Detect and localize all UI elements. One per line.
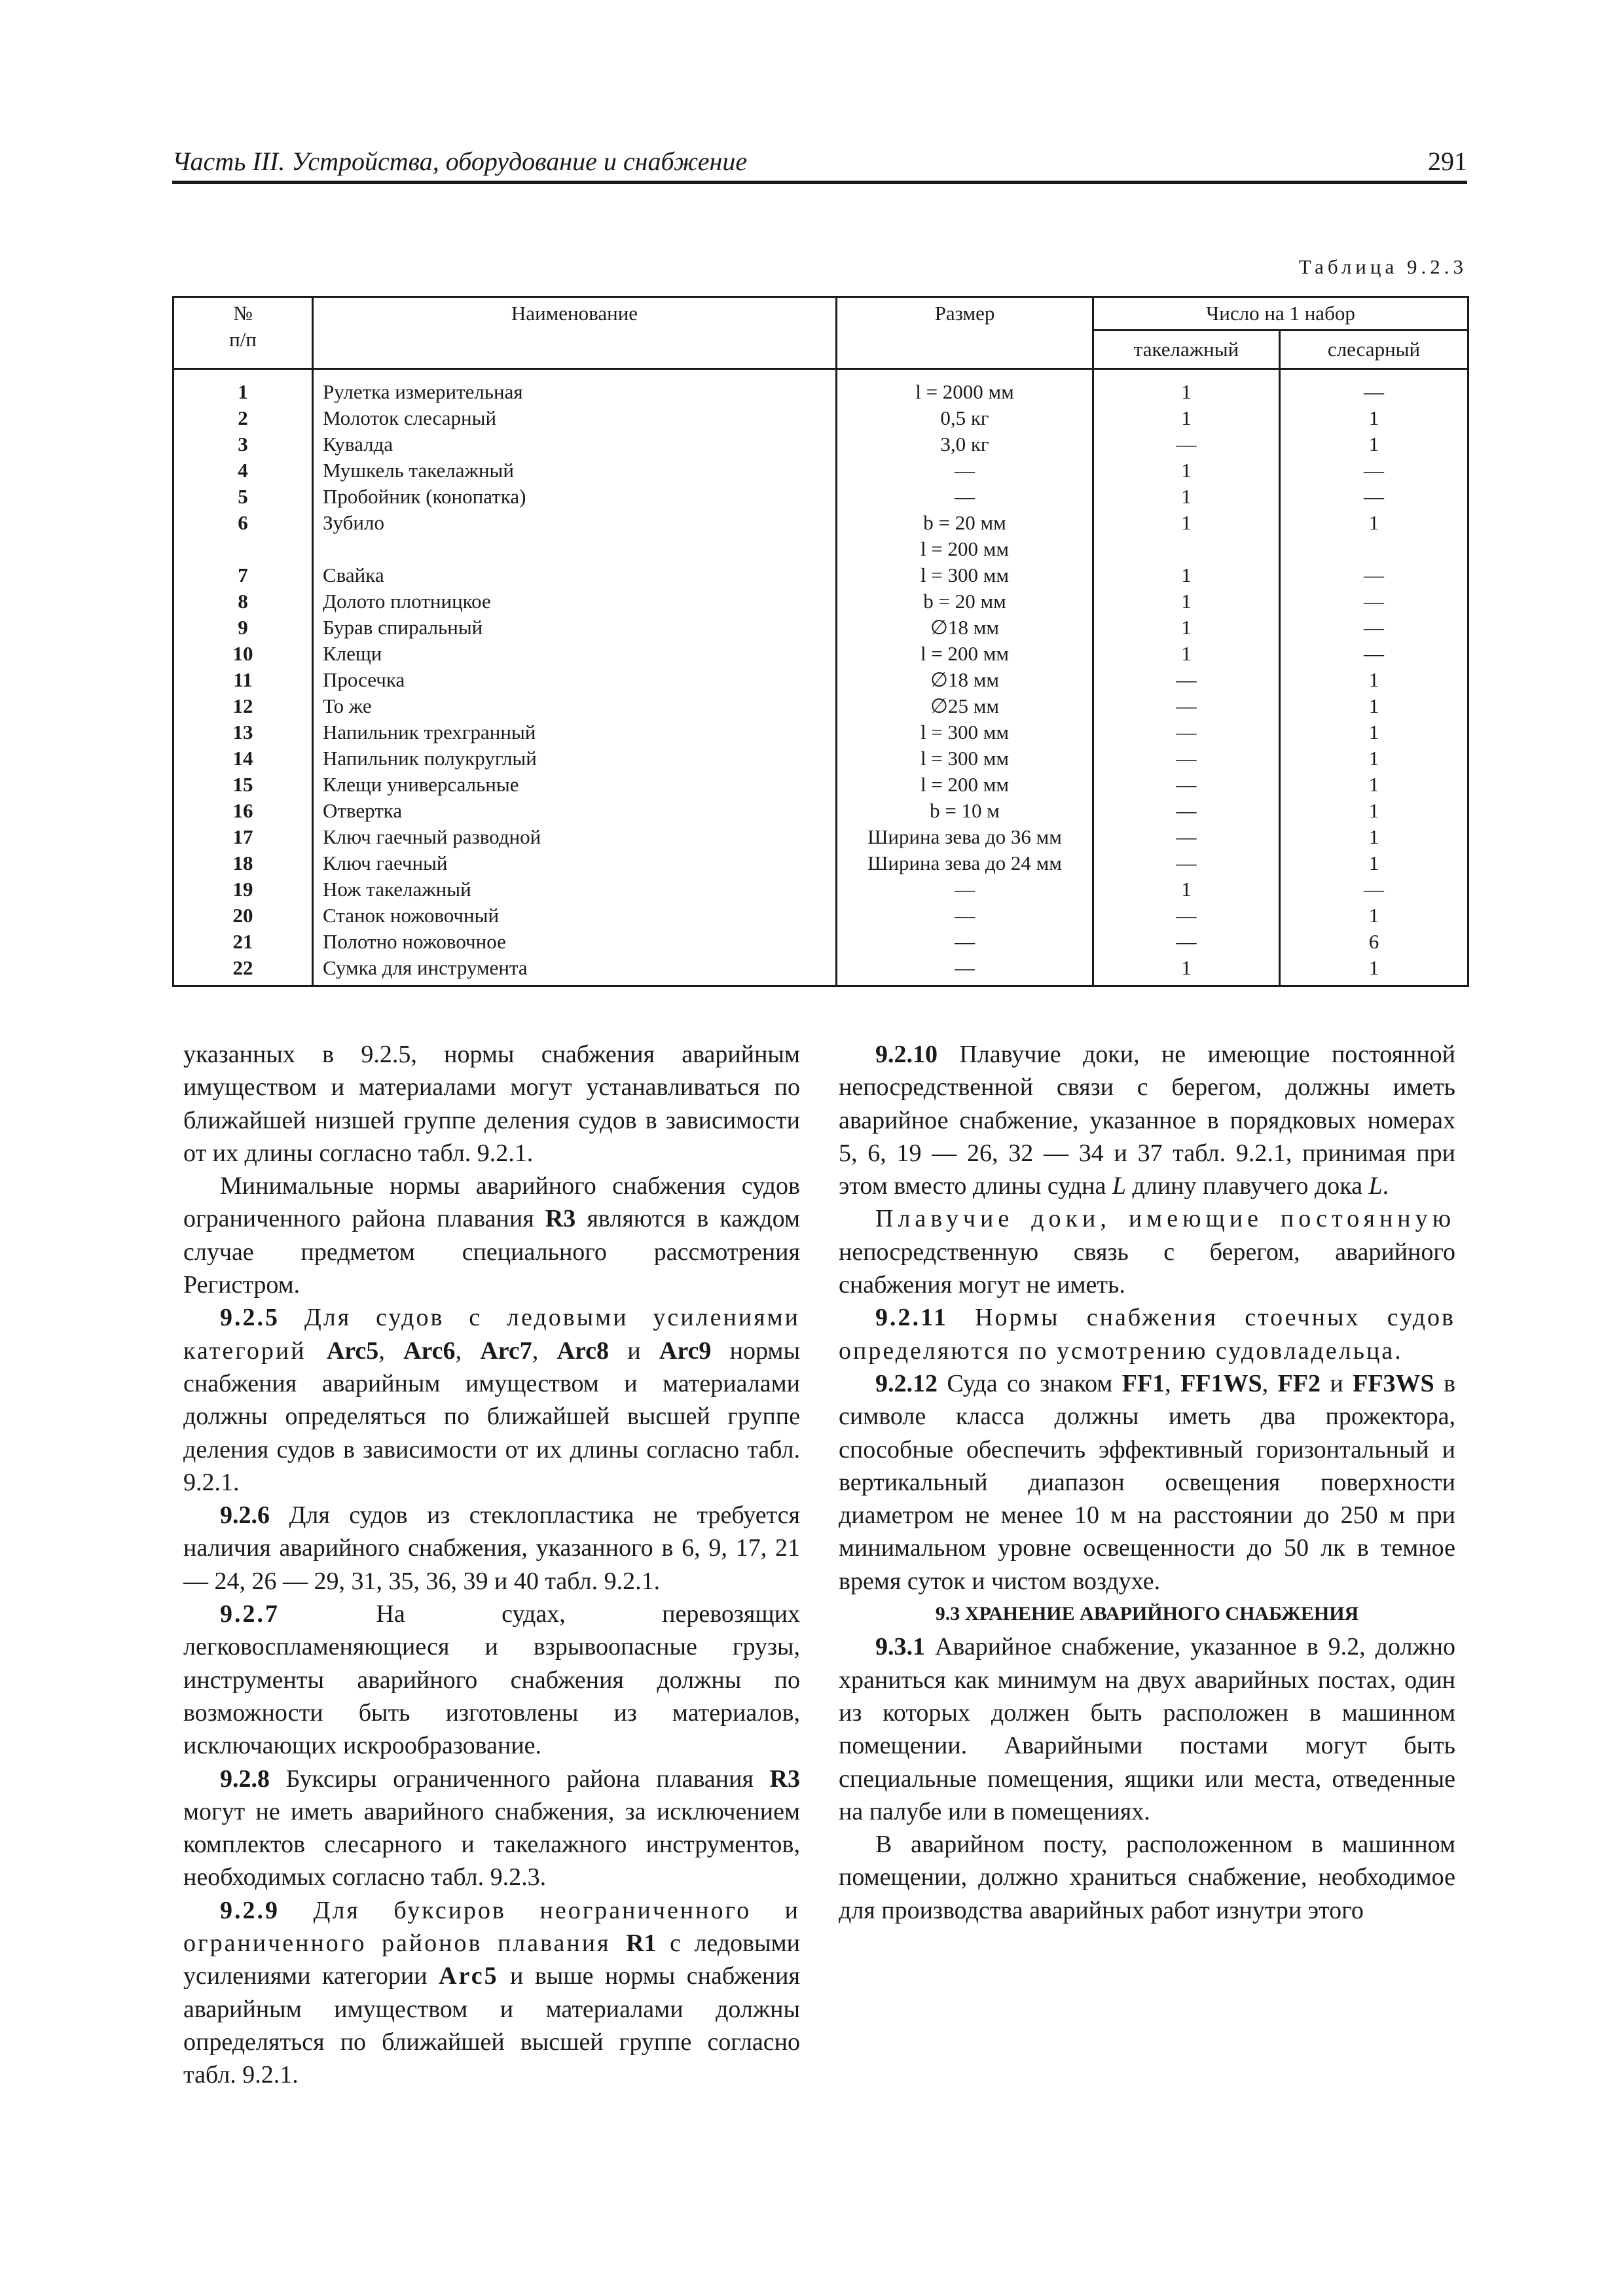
row-rigging-count: 1	[1093, 641, 1280, 667]
paragraph-9-2-9: 9.2.9 Для буксиров неограниченного и ограниченного районов плавания R1 с ледовыми усилениями категории Arc5 и выше нормы снабжения аварийным имуществом и материалами должны определяться по ближайшей высшей группе согласно табл. 9.2.1.	[183, 1896, 800, 2089]
header-num: № п/п	[173, 297, 313, 369]
row-rigging-count: 1	[1093, 615, 1280, 641]
row-name: Кувалда	[313, 431, 837, 457]
row-rigging-count: —	[1093, 903, 1280, 929]
page-header	[172, 143, 1467, 184]
row-locksmith-count: 1	[1280, 693, 1468, 719]
row-locksmith-count: 1	[1280, 667, 1468, 693]
row-locksmith-count: —	[1280, 588, 1468, 615]
row-locksmith-count: 1	[1280, 772, 1468, 798]
row-name: Пробойник (конопатка)	[313, 484, 837, 510]
table-row	[173, 562, 1468, 588]
row-rigging-count: —	[1093, 745, 1280, 772]
row-size: —	[837, 457, 1093, 484]
row-name: Клещи универсальные	[313, 772, 837, 798]
row-name: То же	[313, 693, 837, 719]
row-size: —	[837, 903, 1093, 929]
row-rigging-count: —	[1093, 667, 1280, 693]
row-number: 19	[173, 876, 313, 903]
table-row	[173, 693, 1468, 719]
row-size: 0,5 кг	[837, 405, 1093, 431]
paragraph-9-2-10: 9.2.10 Плавучие доки, не имеющие постоянной непосредственной связи с берегом, должны иметь аварийное снабжение, указанное в порядковых номерах 5, 6, 19 — 26, 32 — 34 и 37 табл. 9.2.1, принимая при этом вместо длины судна L длину плавучего дока L.	[839, 1041, 1455, 1200]
row-locksmith-count: 1	[1280, 431, 1468, 457]
row-locksmith-count: 1	[1280, 798, 1468, 824]
row-number: 10	[173, 641, 313, 667]
table-row	[173, 955, 1468, 986]
table-row	[173, 588, 1468, 615]
row-size: l = 300 мм	[837, 562, 1093, 588]
table-row	[173, 641, 1468, 667]
row-rigging-count: 1	[1093, 484, 1280, 510]
row-name: Ключ гаечный	[313, 850, 837, 876]
row-rigging-count: 1	[1093, 369, 1280, 406]
table-row	[173, 667, 1468, 693]
table-row	[173, 876, 1468, 903]
table-row	[173, 929, 1468, 955]
table-row	[173, 824, 1468, 850]
row-locksmith-count: —	[1280, 615, 1468, 641]
header-rigging: такелажный	[1093, 331, 1280, 369]
row-name: Нож такелажный	[313, 876, 837, 903]
row-number: 4	[173, 457, 313, 484]
row-name: Просечка	[313, 667, 837, 693]
paragraph-9-2-7: 9.2.7 На судах, перевозящих легковоспламеняющиеся и взрывоопасные грузы, инструменты аварийного снабжения должны по возможности быть изготовлены из материалов, исключающих искрообразование.	[183, 1600, 800, 1760]
row-rigging-count: 1	[1093, 876, 1280, 903]
page-number: 291	[1428, 147, 1467, 176]
row-size: Ширина зева до 36 мм	[837, 824, 1093, 850]
row-name: Станок ножовочный	[313, 903, 837, 929]
row-number: 16	[173, 798, 313, 824]
row-rigging-count: 1	[1093, 562, 1280, 588]
paragraph: Минимальные нормы аварийного снабжения судов ограниченного района плавания R3 являются в каждом случае предметом специального рассмотрения Регистром.	[183, 1172, 800, 1299]
row-name: Зубило	[313, 510, 837, 562]
row-size: l = 200 мм	[837, 772, 1093, 798]
row-number: 15	[173, 772, 313, 798]
paragraph-9-3-1: 9.3.1 Аварийное снабжение, указанное в 9.2, должно храниться как минимум на двух аварийных постах, один из которых должен быть расположен в машинном помещении. Аварийными постами могут быть специальные помещения, ящики или места, отведенные на палубе или в помещениях.	[839, 1633, 1455, 1825]
row-name: Напильник трехгранный	[313, 719, 837, 745]
row-rigging-count: 1	[1093, 457, 1280, 484]
row-size: l = 2000 мм	[837, 369, 1093, 406]
row-size: —	[837, 955, 1093, 986]
row-number: 17	[173, 824, 313, 850]
row-name: Полотно ножовочное	[313, 929, 837, 955]
table-row	[173, 745, 1468, 772]
header-locksmith: слесарный	[1280, 331, 1468, 369]
row-name: Долото плотницкое	[313, 588, 837, 615]
row-locksmith-count: —	[1280, 562, 1468, 588]
left-column	[183, 1038, 800, 2092]
table-row	[173, 431, 1468, 457]
right-column	[839, 1038, 1455, 1927]
row-locksmith-count: 6	[1280, 929, 1468, 955]
paragraph-9-2-12: 9.2.12 Суда со знаком FF1, FF1WS, FF2 и FF3WS в символе класса должны иметь два прожектора, способные обеспечить эффективный горизонтальный и вертикальный диапазон освещения поверхности диаметром не менее 10 м на расстоянии до 250 м при минимальном уровне освещенности до 50 лк в темное время суток и чистом воздухе.	[839, 1369, 1456, 1595]
table-row	[173, 850, 1468, 876]
row-name: Сумка для инструмента	[313, 955, 837, 986]
table-row	[173, 903, 1468, 929]
row-number: 2	[173, 405, 313, 431]
row-rigging-count: —	[1093, 850, 1280, 876]
row-rigging-count: 1	[1093, 405, 1280, 431]
row-size: ∅25 мм	[837, 693, 1093, 719]
row-rigging-count: 1	[1093, 955, 1280, 986]
row-locksmith-count: 1	[1280, 510, 1468, 562]
header-name: Наименование	[313, 297, 837, 369]
row-number: 11	[173, 667, 313, 693]
header-count: Число на 1 набор	[1093, 297, 1468, 331]
row-name: Мушкель такелажный	[313, 457, 837, 484]
paragraph-9-2-6: 9.2.6 Для судов из стеклопластика не требуется наличия аварийного снабжения, указанного в 6, 9, 17, 21 — 24, 26 — 29, 31, 35, 36, 39 и 40 табл. 9.2.1.	[183, 1501, 800, 1595]
row-number: 13	[173, 719, 313, 745]
row-locksmith-count: —	[1280, 484, 1468, 510]
table-row	[173, 405, 1468, 431]
row-size: Ширина зева до 24 мм	[837, 850, 1093, 876]
paragraph-9-2-5: 9.2.5 Для судов с ледовыми усилениями категорий Arc5, Arc6, Arc7, Arc8 и Arc9 нормы снабжения аварийным имуществом и материалами должны определяться по ближайшей высшей группе деления судов в зависимости от их длины согласно табл. 9.2.1.	[183, 1304, 800, 1496]
row-name: Отвертка	[313, 798, 837, 824]
row-rigging-count: —	[1093, 772, 1280, 798]
row-size: b = 10 м	[837, 798, 1093, 824]
tools-table	[172, 296, 1469, 987]
row-number: 9	[173, 615, 313, 641]
row-name: Бурав спиральный	[313, 615, 837, 641]
row-locksmith-count: —	[1280, 876, 1468, 903]
row-number: 6	[173, 510, 313, 562]
row-number: 1	[173, 369, 313, 406]
row-rigging-count: 1	[1093, 510, 1280, 562]
row-locksmith-count: 1	[1280, 719, 1468, 745]
row-size: b = 20 мм l = 200 мм	[837, 510, 1093, 562]
row-size: l = 200 мм	[837, 641, 1093, 667]
row-locksmith-count: 1	[1280, 955, 1468, 986]
row-name: Клещи	[313, 641, 837, 667]
table-row	[173, 369, 1468, 406]
row-rigging-count: —	[1093, 431, 1280, 457]
table-body	[173, 369, 1468, 986]
row-number: 12	[173, 693, 313, 719]
row-size: —	[837, 929, 1093, 955]
row-name: Напильник полукруглый	[313, 745, 837, 772]
row-name: Ключ гаечный разводной	[313, 824, 837, 850]
row-locksmith-count: —	[1280, 369, 1468, 406]
paragraph-9-2-8: 9.2.8 Буксиры ограниченного района плавания R3 могут не иметь аварийного снабжения, за исключением комплектов слесарного и такелажного инструментов, необходимых согласно табл. 9.2.3.	[183, 1765, 800, 1892]
row-size: ∅18 мм	[837, 667, 1093, 693]
table-row	[173, 484, 1468, 510]
running-title: Часть III. Устройства, оборудование и снабжение	[172, 147, 748, 176]
row-number: 22	[173, 955, 313, 986]
row-size: —	[837, 876, 1093, 903]
row-size: 3,0 кг	[837, 431, 1093, 457]
row-size: ∅18 мм	[837, 615, 1093, 641]
table-row	[173, 719, 1468, 745]
table-row	[173, 798, 1468, 824]
row-locksmith-count: —	[1280, 641, 1468, 667]
row-number: 21	[173, 929, 313, 955]
row-locksmith-count: 1	[1280, 903, 1468, 929]
row-number: 3	[173, 431, 313, 457]
row-size: —	[837, 484, 1093, 510]
table-row	[173, 772, 1468, 798]
row-size: l = 300 мм	[837, 719, 1093, 745]
section-heading: 9.3 ХРАНЕНИЕ АВАРИЙНОГО СНАБЖЕНИЯ	[935, 1603, 1359, 1625]
row-locksmith-count: 1	[1280, 745, 1468, 772]
row-locksmith-count: —	[1280, 457, 1468, 484]
paragraph-9-2-11: 9.2.11 Нормы снабжения стоечных судов определяются по усмотрению судовладельца.	[839, 1304, 1455, 1365]
paragraph: В аварийном посту, расположенном в машинном помещении, должно храниться снабжение, необходимое для производства аварийных работ изнутри этого	[839, 1831, 1455, 1924]
table-row	[173, 615, 1468, 641]
row-rigging-count: —	[1093, 929, 1280, 955]
paragraph: Плавучие доки, имеющие постоянную непосредственную связь с берегом, аварийного снабжения могут не иметь.	[839, 1205, 1455, 1299]
row-size: b = 20 мм	[837, 588, 1093, 615]
row-number: 20	[173, 903, 313, 929]
paragraph: указанных в 9.2.5, нормы снабжения аварийным имуществом и материалами могут устанавливаться по ближайшей низшей группе деления судов в зависимости от их длины согласно табл. 9.2.1.	[183, 1041, 800, 1167]
row-number: 8	[173, 588, 313, 615]
row-rigging-count: —	[1093, 719, 1280, 745]
row-number: 7	[173, 562, 313, 588]
table-caption: Таблица 9.2.3	[1298, 255, 1467, 278]
row-locksmith-count: 1	[1280, 850, 1468, 876]
row-size: l = 300 мм	[837, 745, 1093, 772]
table-row	[173, 510, 1468, 562]
row-locksmith-count: 1	[1280, 824, 1468, 850]
row-rigging-count: —	[1093, 693, 1280, 719]
row-rigging-count: —	[1093, 798, 1280, 824]
row-number: 14	[173, 745, 313, 772]
row-number: 5	[173, 484, 313, 510]
row-rigging-count: —	[1093, 824, 1280, 850]
table-row	[173, 457, 1468, 484]
row-number: 18	[173, 850, 313, 876]
row-name: Рулетка измерительная	[313, 369, 837, 406]
row-name: Свайка	[313, 562, 837, 588]
row-rigging-count: 1	[1093, 588, 1280, 615]
header-size: Размер	[837, 297, 1093, 369]
row-locksmith-count: 1	[1280, 405, 1468, 431]
row-name: Молоток слесарный	[313, 405, 837, 431]
